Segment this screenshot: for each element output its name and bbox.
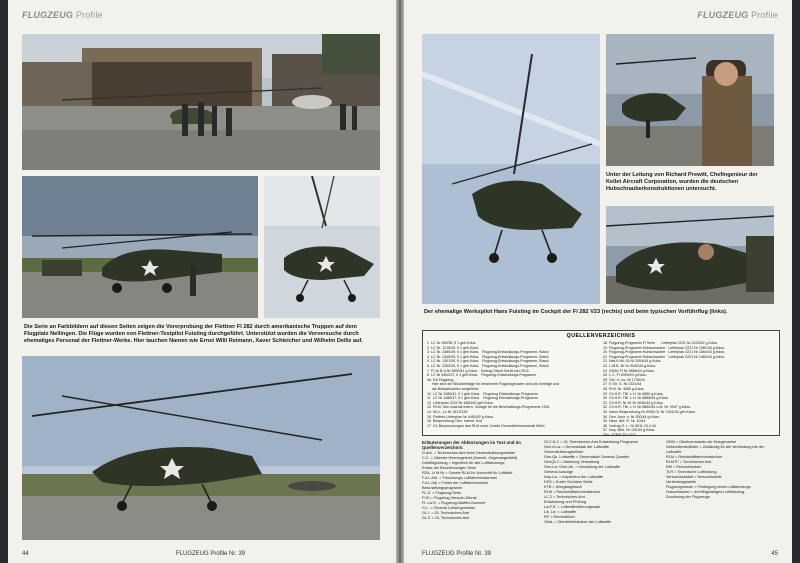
right-caption-top: Unter der Leitung von Richard Prewitt, Chefingenieur der Kellet Aircraft Corporation, wurden die deutschen Hubschrauberkonstruktionen untersucht. (606, 172, 758, 192)
header-section: Profile (75, 10, 103, 20)
source-entry: 30 Ch.H.R. Tilli. L.H. Nr 8885/44 g.Kdos. (603, 396, 669, 401)
source-entry: 4 LC Nr. 1345/39, fl 1 geh.Kdos. Flugzeug-Entwicklungs-Programm, Stand (427, 354, 549, 359)
sources-column-1 (427, 341, 599, 428)
source-entry: 14 W.U., Lo Nr 2412/139 (427, 409, 468, 414)
source-entry: 7 Fl 2e B-A Nr 8090/41 g Kdos. Vortrag Stand Gerät vom 30.6. (427, 368, 530, 373)
legend-entry: Drehflügelzeug = eigentlich für alle Luftfahrzeuge (422, 460, 505, 465)
sources-title: QUELLENVERZEICHNIS (566, 333, 636, 339)
sources-box (422, 330, 780, 436)
header-brand: FLUGZEUG (697, 10, 749, 20)
legend-entry: Lw. Lw. = Luftwaffe (544, 510, 577, 514)
legend-entry: F.d.L./Ab = Fehler der Luftfahrtindustrie (422, 480, 488, 485)
source-entry: 37 Insp. Betr. Nr 100/44 g.Kdos. (603, 428, 656, 433)
source-entry: 22 Nes II Mo 15 Nr 2004/44 g.Kdos. (603, 359, 662, 364)
left-header (22, 10, 103, 20)
header-section: Profile (751, 10, 778, 20)
legend-entry: RZA- Lt M Nr = Gesetz RLM-Nr Vorschrift für Luftfahrt (422, 470, 513, 475)
source-entry: 3 LC Nr. 2480/39, fl 1 geh.Kdos. Flugzeug-Entwicklungs-Programm, Stand (427, 350, 549, 355)
legend-entry: ObdL = Oberbefehlshaber der Luftwaffe (544, 520, 611, 524)
source-entry: 21 Flugzeug-Programm Hubschrauber Lieferplan 2221 Nr 1460/44 g.Kdos. (603, 354, 726, 359)
legend-entry: RM = Reichsminister (666, 465, 702, 469)
left-page-number: 44 (22, 551, 29, 557)
legend-entry: Zuordnung der Flugzeuge (666, 495, 710, 499)
legend-entry: TLR = Technische Luftrüstung (666, 470, 717, 474)
source-entry: 28 Prüf. Nr. 4080 g.Kdos. (603, 386, 645, 391)
legend-entry: GL.I. = GL Technisches Amt (422, 510, 469, 515)
photo-cockpit (606, 206, 774, 304)
legend-entry: C.C. = Oberste Heeresgericht (Amerik. Gegenangestellt) (422, 455, 518, 460)
source-entry: 15 Flettner Lieferplan Nr 4450/42 g Kdos. (427, 414, 494, 419)
source-entry: 8 LC Nr 4452/37, fl 1 geh.Kdos. Flugzeug-Entwicklungs-Programm (427, 373, 537, 378)
legend-entry: KSS = Kurier Schützer Stelle (544, 480, 593, 484)
source-entry: 16 Besprechung Gen. Intend. Kos (427, 419, 483, 424)
source-entry: 24 GHAV Fl Nr 9886/44 g.Kdos. (603, 368, 655, 373)
source-entry: 2 LC Nr. 1218/39, fl 1 geh.Kdos. (427, 345, 480, 350)
source-entry: 13 RLM, Gen.Ausrüst.Intern. Vorlage für die Beschaffungs-Programme 1941 (427, 405, 550, 410)
source-entry: 27 E Str. G. Nr 2321/44 (603, 382, 642, 387)
source-entry: als Beispielzahlen aufgeführt. (427, 386, 479, 391)
photo-parked (606, 34, 774, 166)
right-header (697, 10, 778, 20)
sources-column-2 (603, 341, 775, 437)
source-entry: 5 LC Nr. 1301/39, fl 1 geh.Kdos. Flugzeug-Entwicklungs-Programm, Stand (427, 359, 549, 364)
source-entry: 20 Flugzeug-Programm Hubschrauber Lieferplan 2221 Nr 1664/43 g.Kdos. (603, 350, 726, 355)
source-entry: Hier sind die Stückbeiträge für bestimmte Flugzeugmuster sind als Vorträge und (427, 382, 560, 387)
source-entry: 29 Ch.H.R. Tilli. L.H. Nr 8860 g.Kdos. (603, 391, 664, 396)
source-entry: 36 Vortrag G. L. Nr 9011 24.4.44 (603, 423, 656, 428)
right-caption-mid: Der ehemalige Werkspilot Hans Fuisting im Cockpit der Fl 282 V23 (rechts) und beim typischen Vorführflug (links). (424, 309, 728, 315)
source-entry: 25 L.C. Fl 4099/43 g.Kdos. (603, 373, 647, 378)
legend-entry: Generalluftzeugmeister (544, 450, 584, 454)
legend-entry: Gen.Qu. Luftwaffe = Generalstab General-Quartier (544, 455, 630, 459)
source-entry: 31 Ch.H.R. Nr 81 Nr 9036/44 g.Kdos. (603, 400, 664, 405)
photo-hangar-icon (22, 34, 380, 170)
legend-entry: GenQu 2 = Abteilung Verwaltung (544, 460, 600, 464)
legend-column-1 (422, 440, 532, 540)
legend-entry: Flugzeugmuster = Festlegung eines Luftfahrzeugs (666, 485, 751, 489)
header-brand: FLUGZEUG (22, 10, 74, 20)
legend-entry: Versuchsanstalt = Versuchsstelle (666, 475, 722, 479)
legend-entry: D.Arb. = Technisches Amt beim Generalluftzeugmeister (422, 450, 516, 455)
photo-hover-sky-icon (422, 34, 600, 304)
source-entry: 10 LC Nr 1080/41, fl 1 geh.Kdos. Flugzeug Entwicklungs Programm (427, 391, 538, 396)
legend-entry: RLM = Reichsluftfahrtministerium (544, 490, 601, 494)
source-entry: 33 Intern Besprechung Nr 9008 GL Nr 1901/42 geh.Kdos. (603, 409, 696, 414)
right-page-number: 45 (771, 551, 778, 557)
legend-entry: Nebendienstoffizier = Zuständig für die Verbindung mit der Luftwaffe (666, 445, 764, 454)
source-entry: 17 GL Besprechungen des RLM unter Vorsitz Generalfeldmarschall Milch (427, 423, 545, 428)
gutter (396, 0, 404, 563)
left-caption: Die Serie an Farbbildern auf diesen Seiten zeigen die Vorerprobung der Flettner Fl 282 durch amerikanische Truppen auf dem Flugplatz Nellingen. Die Flüge wurden von Flettner-Testpilot Fuisting durchgeführt. Unterstützt wurden die Vorversuche durch ehemaliges Personal der Flettner-Werke. Hier tauchen Namen wie Ernst Willi Reimann, Xaver Schleicher und Wilhelm Delliz auf. (24, 324, 363, 344)
legend-entry: Gen.Lw.+Gen.Ab. = Verwaltung der Luftwaffe (544, 465, 621, 469)
photo-hover-close (264, 176, 380, 318)
source-entry: 35 Nesz. Abt. R. Nr. 10/44 (603, 419, 646, 424)
legend-list-2 (544, 440, 656, 525)
source-entry: 6 LC Nr. 2350/39, fl 1 geh.Kdos. Flugzeug-Entwicklungs-Programm, Stand (427, 363, 549, 368)
photo-cockpit-icon (606, 206, 774, 304)
photo-airfield-icon (22, 356, 380, 540)
source-entry: 19 Flugzeug-Programm Hubschrauber Lieferplan 2221 Nr 1581/43 g.Kdos. (603, 345, 726, 350)
source-entry: 9a EA Flugzeug (427, 377, 454, 382)
left-footer: FLUGZEUG Profile Nr. 39 (176, 551, 246, 557)
legend-entry: FL.S. = Flugzeug-Serie (422, 490, 462, 495)
legend-title: Erläuterungen der Abkürzungen im Text und im Quellenverzeichnis: (422, 440, 521, 451)
legend-entry: Gl.C.Ü.C = GL Technisches Amt Entwicklung Programm (544, 440, 639, 444)
source-entry: 34 Gen. Ausr. u. Nr 300/44 g.Kdos. (603, 414, 660, 419)
photo-parked-icon (606, 34, 774, 166)
legend-entry: GL.E = GL Technisches Amt (422, 515, 470, 520)
legend-entry: RLM = Reichsluftfahrtministerium (666, 455, 723, 459)
legend-entry: KTB = Kriegstagebuch (544, 485, 583, 489)
photo-hangar (22, 34, 380, 170)
legend-entry: OKM = Oberkommando der Kriegsmarine (666, 440, 737, 444)
photo-airfield (22, 356, 380, 540)
right-footer: FLUGZEUG Profile Nr. 39 (422, 551, 492, 557)
right-page (404, 0, 792, 563)
legend-entry: F.d.L.Arb. = Forschungs-Luftfahrtministerium (422, 475, 498, 480)
source-entry: 11 LC Nr 1486/37, fl 1 geh.Kdos. Flugzeug Entwicklungs-Programm (427, 396, 538, 401)
photo-hover-close-icon (264, 176, 380, 318)
photo-ground-run-icon (22, 176, 258, 318)
legend-entry: General Auszüge (544, 470, 574, 474)
legend-entry: Erlass der Bezeichnungen Serie (422, 465, 477, 470)
source-entry: 26 Gst. d. Lw. Nr 1705/44 (603, 377, 645, 382)
legend-entry: RF = Reichsführer (544, 515, 575, 519)
source-entry: 1 LC Nr 289/35, fl 1 geh.Kdos. (427, 341, 477, 345)
photo-ground-run (22, 176, 258, 318)
source-entry: 18 Flugzeug-Programm Fl Serie Lieferplan 2221 Nr 2223/42 g.Kdos. (603, 341, 718, 345)
legend-entry: Insp.Lw. = Inspekteur der Luftwaffe (544, 475, 603, 479)
source-entry: 32 Ch.H.R. Tilli. L.H. Nr 8860/44 u.M. Nr. 9007 g.Kdos. (603, 405, 692, 410)
source-entry: 23 L.W.B. Br Nr 3042/44 g.Kdos. (603, 363, 657, 368)
legend-entry: Lw.F.S. = Luftwaffenführungsstab (544, 505, 600, 509)
legend-entry: LC 2 = Technisches Amt (544, 495, 585, 499)
legend-list-1 (422, 451, 532, 521)
legend-entry: Fl.-Lw.S. = Flugzeug-Waffen-Nummer (422, 500, 486, 505)
legend-column-2 (544, 440, 656, 540)
legend-entry: G.L. = General Luftzeugmeister (422, 505, 476, 510)
legend-entry: RLMTF = Technisches Amt (666, 460, 712, 464)
legend-entry: Hubschrauber = drehflügelartiges Luftfahrzeug (666, 490, 745, 494)
legend-entry: Gen.d.Lw. = Generalstab der Luftwaffe (544, 445, 610, 449)
photo-hover-sky (422, 34, 600, 304)
source-entry: 12 Lieferplan 2222 Nr 4883/42 geh.Kdos. (427, 400, 494, 405)
source-entry: 38a XTBIS 'FLUGS' (603, 432, 636, 437)
legend-entry: FVD = Flugzeug-Versuch-Dienst (422, 495, 477, 500)
left-page (8, 0, 396, 563)
legend-list-3 (666, 440, 778, 500)
legend-entry: Beschaffungsprogramm (422, 485, 463, 490)
legend-column-3 (666, 440, 778, 540)
legend-entry: Verbindungsstelle (666, 480, 696, 484)
legend-entry: Entwicklung und Prüfung (544, 500, 587, 504)
